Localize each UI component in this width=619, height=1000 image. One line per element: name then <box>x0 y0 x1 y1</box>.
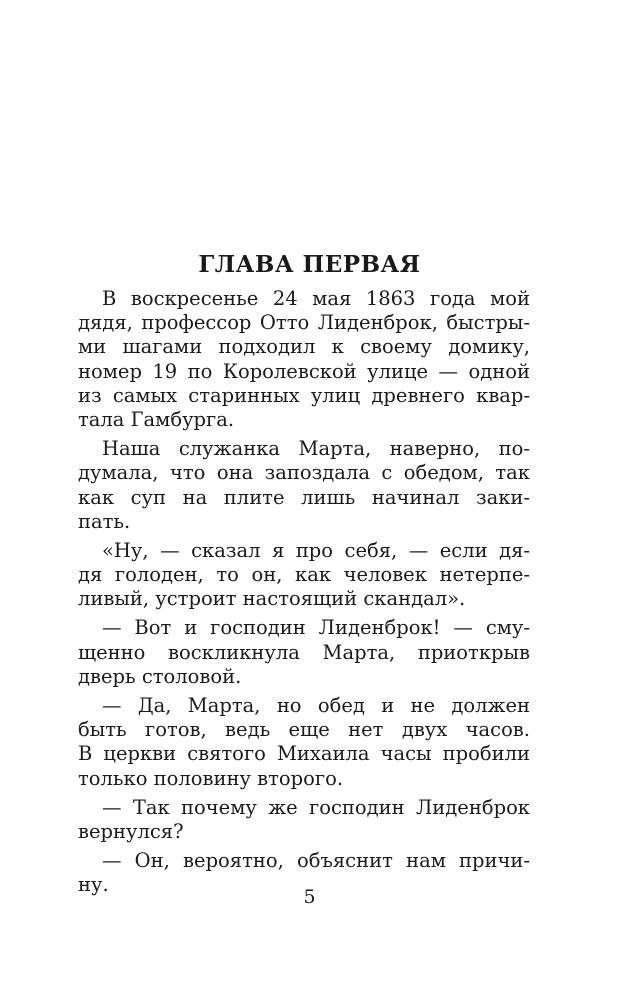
paragraph <box>78 539 530 612</box>
text-line: думала, что она запоздала с обедом, так <box>78 461 530 485</box>
text-line: Наша служанка Марта, наверно, по- <box>102 437 530 461</box>
text-line: ливый, устроит настоящий скандал». <box>78 587 466 611</box>
text-line: щенно воскликнула Марта, приоткрыв <box>78 640 530 664</box>
paragraph <box>78 616 530 689</box>
text-line: В воскресенье 24 мая 1863 года мой <box>102 287 530 310</box>
text-line: — Так почему же господин Лиденброк <box>102 795 530 819</box>
text-line: «Ну, — сказал я про себя, — если дя- <box>102 538 530 562</box>
chapter-title: ГЛАВА ПЕРВАЯ <box>198 251 421 278</box>
text-line: — Да, Марта, но обед и не должен <box>102 694 530 717</box>
text-line: дя голоден, то он, как человек нетерпе- <box>78 563 530 587</box>
text-line: только половину второго. <box>78 766 344 790</box>
text-line: В церкви святого Михаила часы пробили <box>78 742 530 766</box>
text-line: пать. <box>78 509 131 533</box>
text-line: быть готов, ведь еще нет двух часов. <box>78 718 530 742</box>
text-line: тала Гамбурга. <box>78 407 235 431</box>
text-line: ми шагами подходил к своему домику, <box>78 335 530 359</box>
text-line: дверь столовой. <box>78 664 242 688</box>
text-line: — Вот и господин Лиденброк! — сму- <box>102 616 530 640</box>
text-line: ну. <box>78 873 109 897</box>
paragraph <box>78 437 530 534</box>
text-line: — Он, вероятно, объяснит нам причи- <box>102 849 530 873</box>
page-number: 5 <box>303 886 316 908</box>
paragraph <box>78 796 530 844</box>
text-line: вернулся? <box>78 819 184 843</box>
paragraph <box>78 694 530 791</box>
text-line: из самых старинных улиц древнего квар- <box>78 383 530 407</box>
chapter-body <box>78 287 530 903</box>
text-line: как суп на плите лишь начинал заки- <box>78 485 530 509</box>
paragraph <box>78 287 530 432</box>
text-line: дядя, профессор Отто Лиденброк, быстры- <box>78 311 530 335</box>
text-line: номер 19 по Королевской улице — одной <box>78 359 530 383</box>
